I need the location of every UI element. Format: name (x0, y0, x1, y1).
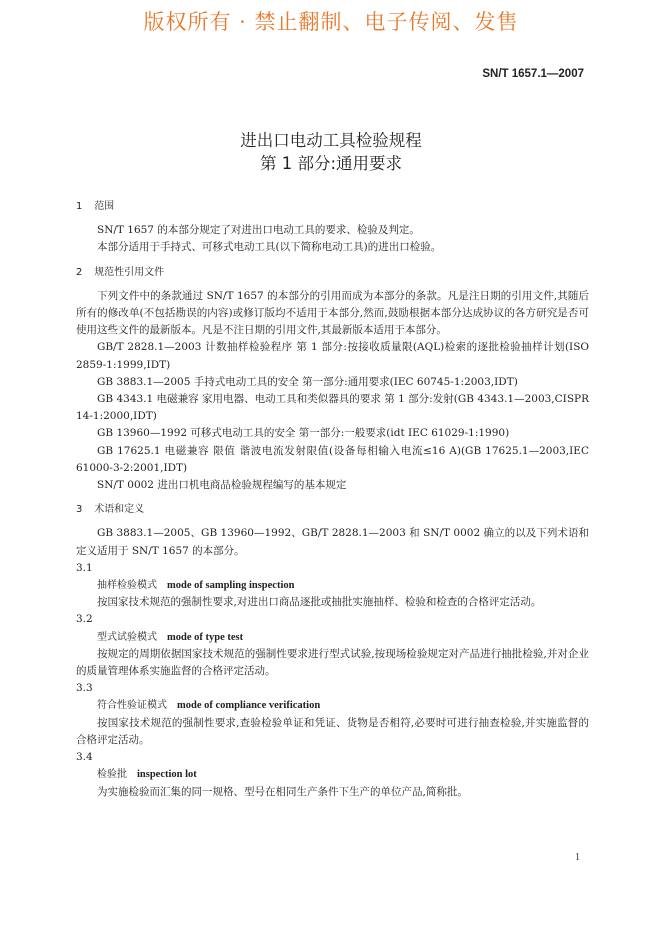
term-definition: 按规定的周期依据国家技术规范的强制性要求进行型式试验,按现场检验规定对产品进行抽批检验,并对企业的质量管理体系实施监督的合格评定活动。 (76, 647, 589, 678)
reference-item: SN/T 0002 进出口机电商品检验规程编写的基本规定 (97, 479, 347, 492)
reference-item: GB 3883.1—2005 手持式电动工具的安全 第一部分:通用要求(IEC 60745-1:2003,IDT) (97, 375, 518, 388)
standard-number: SN/T 1657.1—2007 (482, 68, 584, 80)
section-3-heading: 3 术语和定义 (76, 504, 145, 516)
references-intro: 下列文件中的条款通过 SN/T 1657 的本部分的引用而成为本部分的条款。凡是注日期的引用文件,其随后所有的修改单(不包括勘误的内容)或修订版均不适用于本部分,然而,鼓励根据本部分达成协议的各方研究是否可使用这些文件的最新版本。凡是不注日期的引用文件,其最新版本适用于本部分。 (76, 289, 589, 337)
copyright-banner: 版权所有 · 禁止翻制、电子传阅、发售 (143, 10, 519, 34)
term-title: 型式试验模式 mode of type test (97, 631, 244, 643)
document-body (76, 198, 589, 801)
section-1-heading: 1 范围 (76, 201, 115, 212)
document-title: 进出口电动工具检验规程 (240, 131, 422, 150)
reference-item: GB 17625.1 电磁兼容 限值 谐波电流发射限值(设备每相输入电流≤16 A)(GB 17625.1—2003,IEC 61000-3-2:2001,IDT) (76, 444, 589, 474)
term-definition: 按国家技术规范的强制性要求,对进出口商品逐批或抽批实施抽样、检验和检查的合格评定活动。 (97, 596, 542, 609)
term-title: 抽样检验模式 mode of sampling inspection (97, 580, 295, 592)
reference-item: GB 13960—1992 可移式电动工具的安全 第一部分:一般要求(idt IEC 61029-1:1990) (97, 427, 510, 440)
scope-paragraph: 本部分适用于手持式、可移式电动工具(以下简称电动工具)的进出口检验。 (97, 241, 442, 254)
scope-paragraph: SN/T 1657 的本部分规定了对进出口电动工具的要求、检验及判定。 (97, 224, 420, 237)
term-title: 符合性验证模式 mode of compliance verification (97, 700, 321, 712)
term-definition: 按国家技术规范的强制性要求,查验检验单证和凭证、货物是否相符,必要时可进行抽查检验,并实施监督的合格评定活动。 (76, 716, 589, 746)
reference-item: GB 4343.1 电磁兼容 家用电器、电动工具和类似器具的要求 第 1 部分:发射(GB 4343.1—2003,CISPR 14-1:2000,IDT) (76, 393, 589, 423)
section-2-heading: 2 规范性引用文件 (76, 266, 165, 278)
reference-item: GB/T 2828.1—2003 计数抽样检验程序 第 1 部分:按接收质量限(AQL)检索的逐批检验抽样计划(ISO 2859-1:1999,IDT) (76, 341, 589, 371)
term-definition: 为实施检验而汇集的同一规格、型号在相同生产条件下生产的单位产品,简称批。 (97, 785, 468, 798)
term-number: 3.3 (76, 682, 93, 695)
term-title: 检验批 inspection lot (97, 769, 197, 781)
page-number: 1 (575, 852, 580, 863)
term-number: 3.4 (76, 751, 93, 764)
document-subtitle: 第 1 部分:通用要求 (259, 154, 403, 173)
term-number: 3.2 (76, 613, 93, 626)
terms-intro: GB 3883.1—2005、GB 13960—1992、GB/T 2828.1—2003 和 SN/T 0002 确立的以及下列术语和定义适用于 SN/T 1657 的本部分。 (76, 527, 589, 557)
term-number: 3.1 (76, 561, 93, 574)
